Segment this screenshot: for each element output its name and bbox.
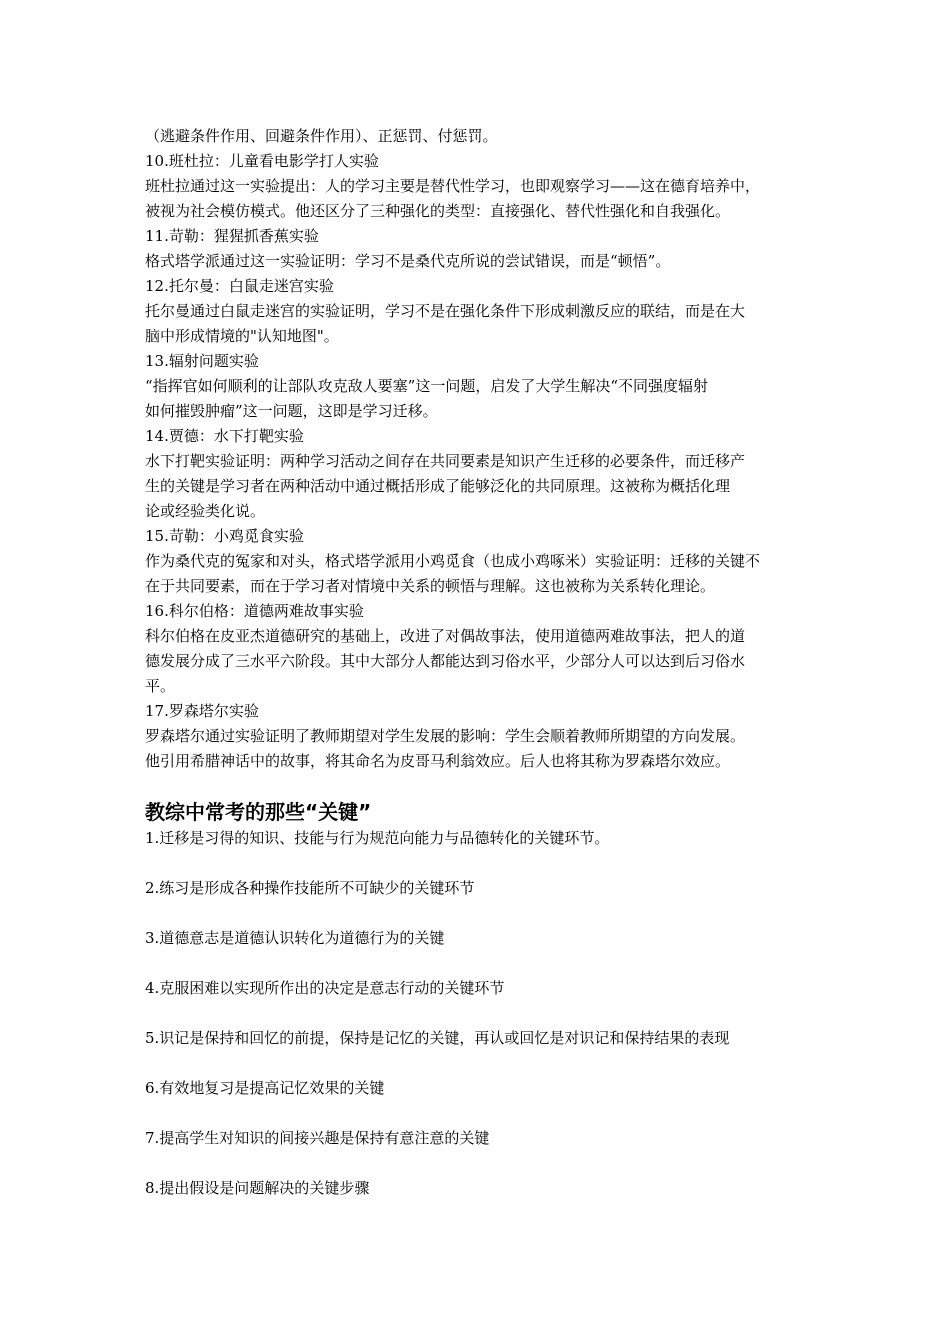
key-item: 7.提高学生对知识的间接兴趣是保持有意注意的关键 xyxy=(145,1129,490,1147)
experiment-title: 17.罗森塔尔实验 xyxy=(145,702,259,720)
key-item: 1.迁移是习得的知识、技能与行为规范向能力与品德转化的关键环节。 xyxy=(145,829,610,847)
experiment-title: 11.苛勒：猩猩抓香蕉实验 xyxy=(145,227,319,245)
key-item: 4.克服困难以实现所作出的决定是意志行动的关键环节 xyxy=(145,979,505,997)
experiment-text: 平。 xyxy=(145,677,176,695)
experiment-text: 被视为社会模仿模式。他还区分了三种强化的类型：直接强化、替代性强化和自我强化。 xyxy=(145,202,731,220)
section-heading: 教综中常考的那些“关键” xyxy=(145,800,372,824)
experiment-title: 10.班杜拉：儿童看电影学打人实验 xyxy=(145,152,379,170)
experiment-text: 水下打靶实验证明：两种学习活动之间存在共同要素是知识产生迁移的必要条件，而迁移产 xyxy=(145,452,746,470)
key-item: 3.道德意志是道德认识转化为道德行为的关键 xyxy=(145,929,445,947)
intro-line: （逃避条件作用、回避条件作用）、正惩罚、付惩罚。 xyxy=(145,127,498,145)
experiment-title: 13.辐射问题实验 xyxy=(145,352,259,370)
experiment-text: 作为桑代克的冤家和对头，格式塔学派用小鸡觅食（也成小鸡啄米）实验证明：迁移的关键不 xyxy=(145,552,761,570)
key-item: 6.有效地复习是提高记忆效果的关键 xyxy=(145,1079,385,1097)
document-page xyxy=(145,124,813,1226)
experiment-title: 14.贾德：水下打靶实验 xyxy=(145,427,304,445)
experiment-text: 班杜拉通过这一实验提出：人的学习主要是替代性学习，也即观察学习——这在德育培养中， xyxy=(145,177,761,195)
experiment-text: 论或经验类化说。 xyxy=(145,502,266,520)
experiment-text: 他引用希腊神话中的故事，将其命名为皮哥马利翁效应。后人也将其称为罗森塔尔效应。 xyxy=(145,752,731,770)
experiment-text: 托尔曼通过白鼠走迷宫的实验证明，学习不是在强化条件下形成刺激反应的联结，而是在大 xyxy=(145,302,746,320)
experiment-title: 15.苛勒：小鸡觅食实验 xyxy=(145,527,304,545)
experiment-list xyxy=(145,149,813,774)
key-item: 5.识记是保持和回忆的前提，保持是记忆的关键，再认或回忆是对识记和保持结果的表现 xyxy=(145,1029,730,1047)
experiment-title: 16.科尔伯格：道德两难故事实验 xyxy=(145,602,364,620)
experiment-text: “指挥官如何顺利的让部队攻克敌人要塞”这一问题，启发了大学生解决“不同强度辐射 xyxy=(145,377,709,395)
experiment-text: 在于共同要素，而在于学习者对情境中关系的顿悟与理解。这也被称为关系转化理论。 xyxy=(145,577,716,595)
experiment-text: 罗森塔尔通过实验证明了教师期望对学生发展的影响：学生会顺着教师所期望的方向发展。 xyxy=(145,727,746,745)
experiment-text: 科尔伯格在皮亚杰道德研究的基础上，改进了对偶故事法，使用道德两难故事法，把人的道 xyxy=(145,627,746,645)
experiment-text: 脑中形成情境的"认知地图"。 xyxy=(145,327,339,345)
experiment-text: 生的关键是学习者在两种活动中通过概括形成了能够泛化的共同原理。这被称为概括化理 xyxy=(145,477,731,495)
key-list xyxy=(145,826,813,1201)
key-item: 8.提出假设是问题解决的关键步骤 xyxy=(145,1179,370,1197)
experiment-title: 12.托尔曼：白鼠走迷宫实验 xyxy=(145,277,334,295)
experiment-text: 如何摧毁肿瘤”这一问题，这即是学习迁移。 xyxy=(145,402,438,420)
experiment-text: 格式塔学派通过这一实验证明：学习不是桑代克所说的尝试错误，而是“顿悟”。 xyxy=(145,252,671,270)
key-item: 2.练习是形成各种操作技能所不可缺少的关键环节 xyxy=(145,879,475,897)
experiment-text: 德发展分成了三水平六阶段。其中大部分人都能达到习俗水平，少部分人可以达到后习俗水 xyxy=(145,652,746,670)
